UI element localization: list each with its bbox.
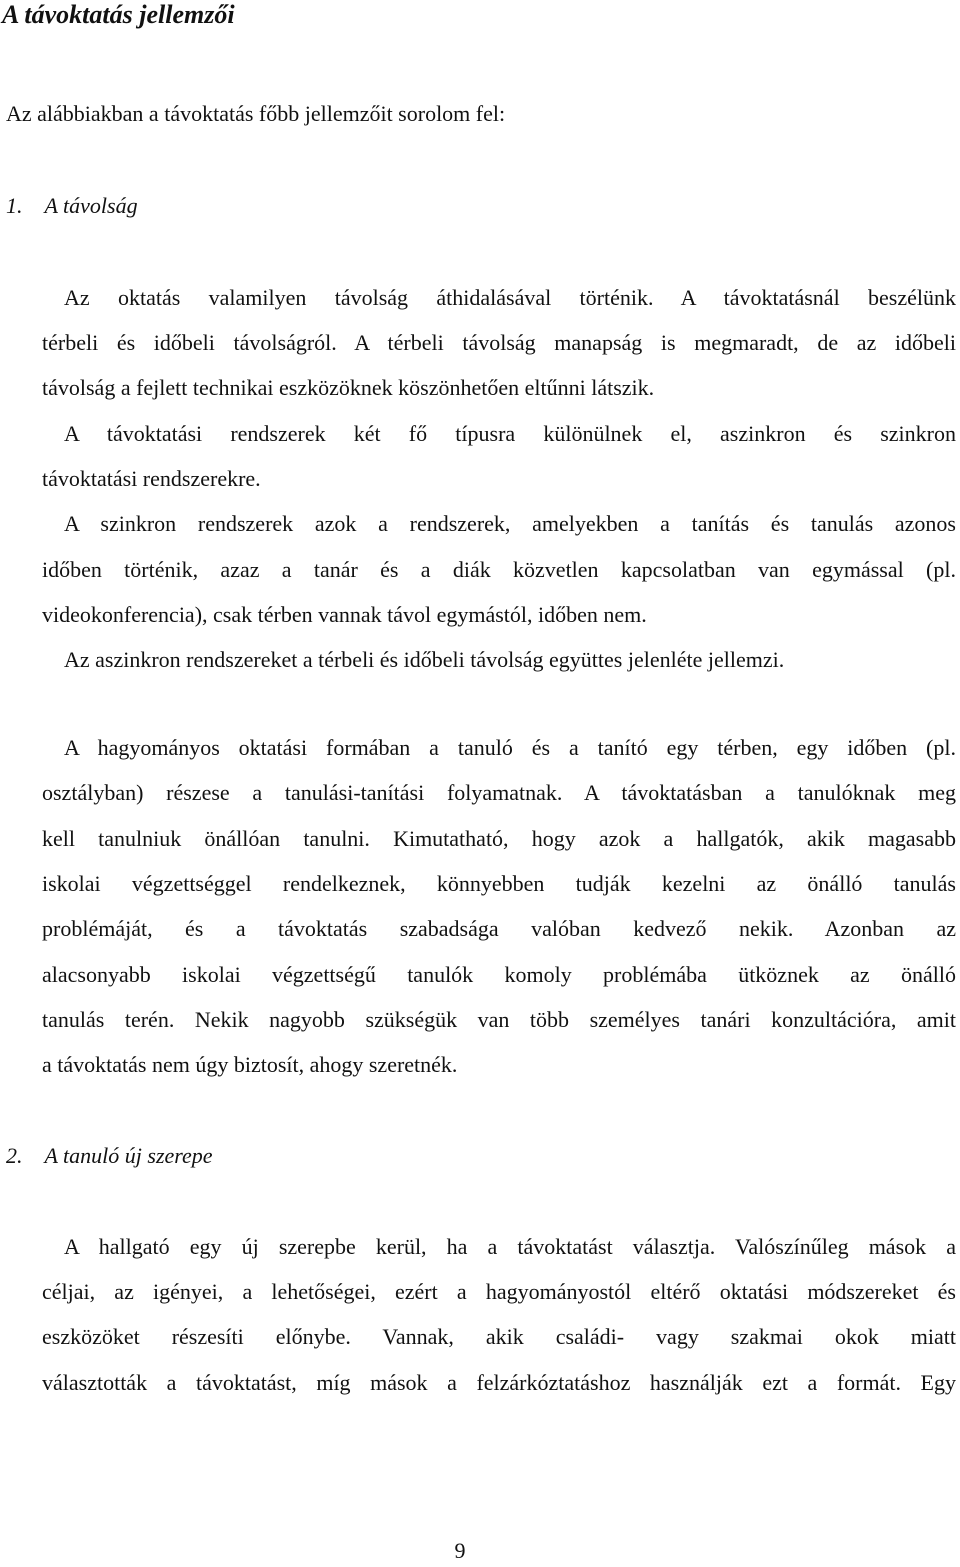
text-line: osztályban) részese a tanulási-tanítási folyamatnak. A távoktatásban a tanulóknak meg — [42, 780, 956, 805]
text-line: Az aszinkron rendszereket a térbeli és időbeli távolság együttes jelenléte jellemzi. — [64, 647, 785, 672]
section-number: 2. — [6, 1143, 23, 1168]
section-2-heading — [6, 1145, 213, 1167]
text-line: problémáját, és a távoktatás szabadsága valóban kedvező nekik. Azonban az — [42, 916, 956, 941]
text-line: A hagyományos oktatási formában a tanuló és a tanító egy térben, egy időben (pl. — [64, 735, 956, 760]
text-line: iskolai végzettséggel rendelkeznek, könnyebben tudják kezelni az önálló tanulás — [42, 871, 956, 896]
text-line: kell tanulniuk önállóan tanulni. Kimutatható, hogy azok a hallgatók, akik magasabb — [42, 826, 956, 851]
text-line: A hallgató egy új szerepbe kerül, ha a távoktatást választja. Valószínűleg mások a — [64, 1234, 956, 1259]
text-line: A szinkron rendszerek azok a rendszerek, amelyekben a tanítás és tanulás azonos — [64, 511, 956, 536]
text-line: eszközöket részesíti előnybe. Vannak, akik családi- vagy szakmai okok miatt — [42, 1324, 956, 1349]
text-line: időben történik, azaz a tanár és a diák közvetlen kapcsolatban van egymással (pl. — [42, 557, 956, 582]
text-line: a távoktatás nem úgy biztosít, ahogy szeretnék. — [42, 1052, 458, 1077]
page-number: 9 — [454, 1538, 466, 1563]
text-line: A távoktatási rendszerek két fő típusra különülnek el, aszinkron és szinkron — [64, 421, 956, 446]
page-title: A távoktatás jellemzői — [2, 0, 235, 29]
section-heading-text: A tanuló új szerepe — [44, 1143, 213, 1168]
text-line: videokonferencia), csak térben vannak távol egymástól, időben nem. — [42, 602, 647, 627]
section-1-heading — [6, 195, 138, 217]
text-line: választották a távoktatást, míg mások a felzárkóztatáshoz használják ezt a formát. Egy — [42, 1370, 956, 1395]
intro-paragraph: Az alábbiakban a távoktatás főbb jellemzőit sorolom fel: — [6, 101, 506, 126]
text-line: alacsonyabb iskolai végzettségű tanulók komoly problémába ütköznek az önálló — [42, 962, 956, 987]
text-line: térbeli és időbeli távolságról. A térbeli távolság manapság is megmaradt, de az időbeli — [42, 330, 956, 355]
text-line: tanulás terén. Nekik nagyobb szükségük van több személyes tanári konzultációra, amit — [42, 1007, 956, 1032]
section-number: 1. — [6, 193, 23, 218]
text-line: távolság a fejlett technikai eszközöknek köszönhetően eltűnni látszik. — [42, 375, 655, 400]
section-heading-text: A távolság — [44, 193, 138, 218]
text-line: Az oktatás valamilyen távolság áthidalásával történik. A távoktatásnál beszélünk — [64, 285, 956, 310]
text-line: távoktatási rendszerekre. — [42, 466, 261, 491]
text-line: céljai, az igényei, a lehetőségei, ezért a hagyományostól eltérő oktatási módszereket és — [42, 1279, 956, 1304]
